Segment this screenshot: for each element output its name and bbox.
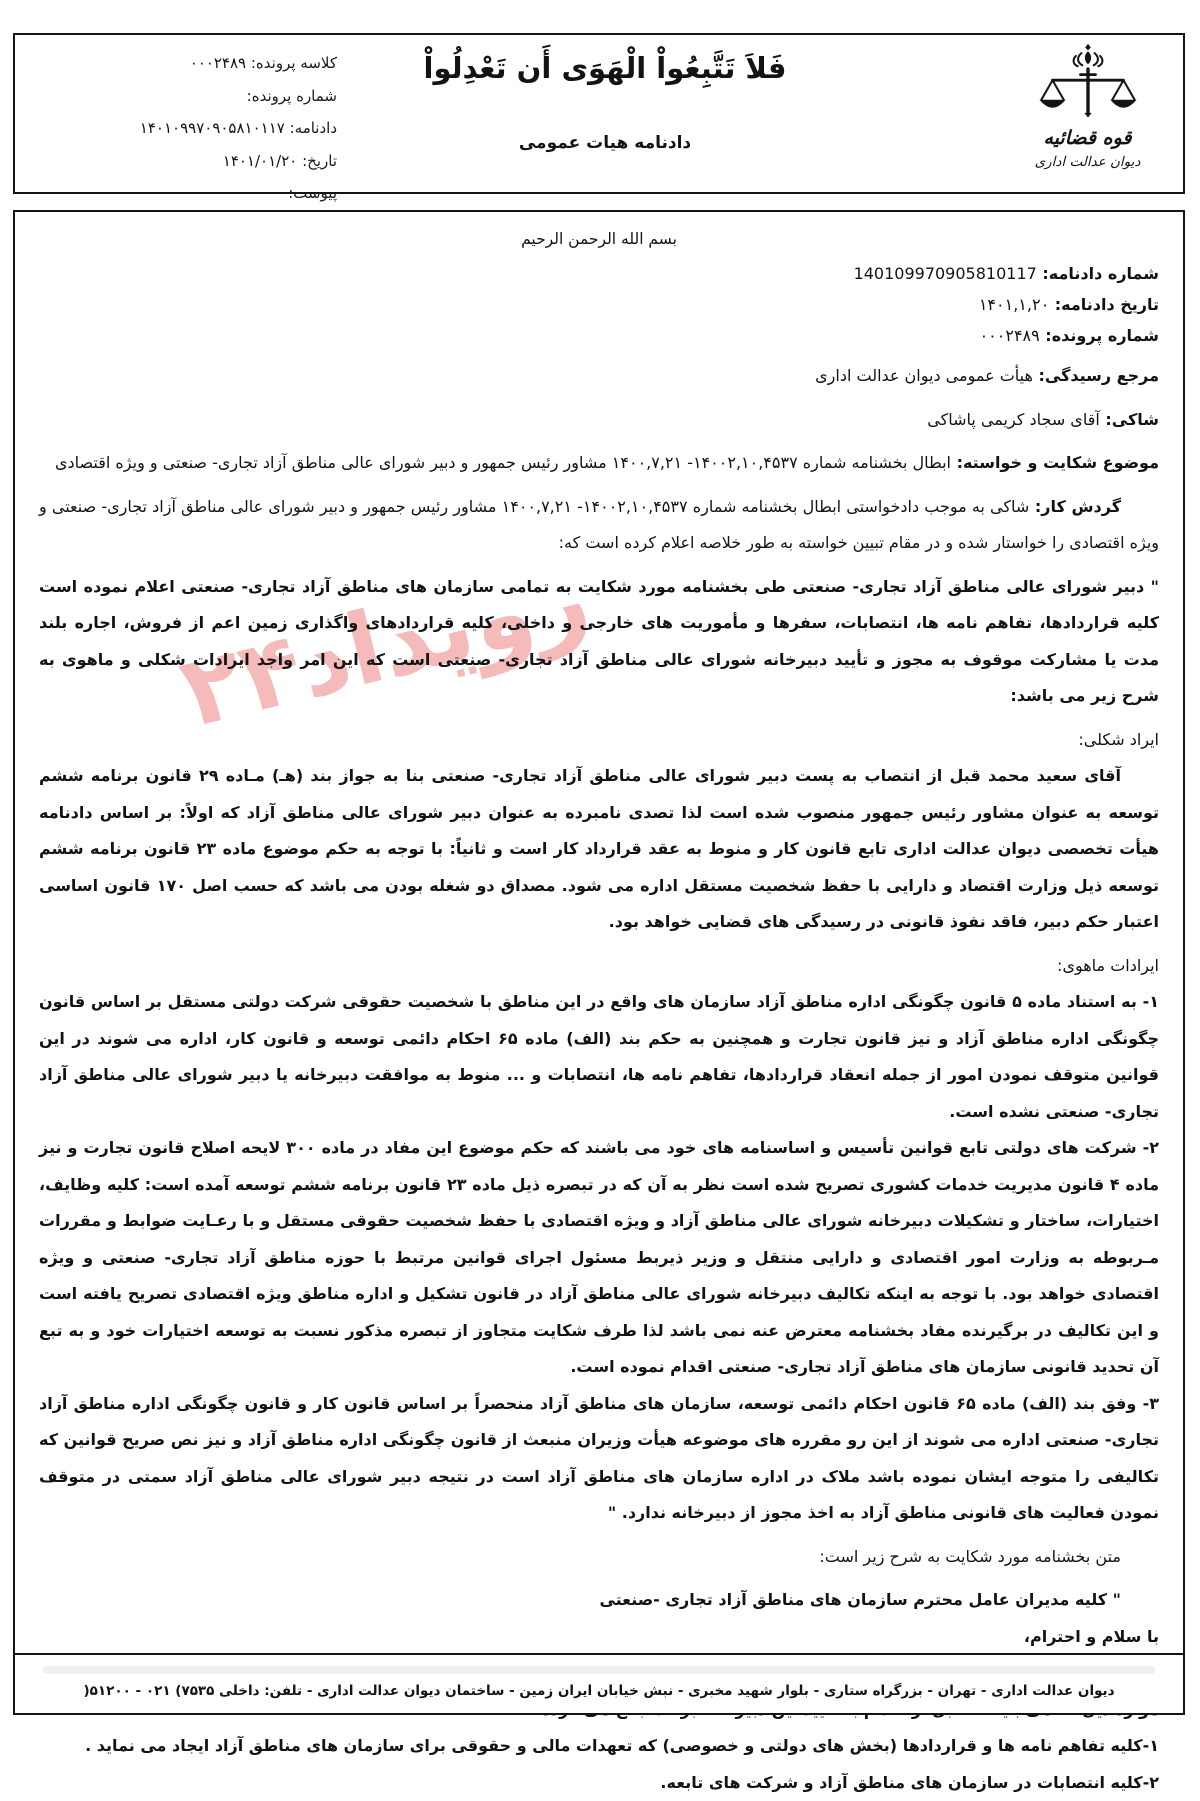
- body-paragraph: ۱-کلیه تفاهم نامه ها و قراردادها (بخش های دولتی و خصوصی) که تعهدات مالی و حقوقی برای سازمان های مناطق آزاد ایجاد می نماید .: [39, 1728, 1159, 1765]
- meta-label: شماره پرونده:: [1040, 326, 1159, 345]
- body-paragraphs: [39, 358, 1159, 1801]
- meta-value: ۰۰۰۲۴۸۹: [980, 326, 1040, 345]
- case-info-line: [35, 177, 337, 210]
- meta-lines: [39, 258, 1159, 351]
- footer: [13, 1655, 1185, 1715]
- case-info-value: ۱۴۰۱۰۹۹۷۰۹۰۵۸۱۰۱۱۷: [140, 119, 285, 137]
- body-paragraph: ۳- وفق بند (الف) ماده ۶۵ قانون احکام دائمی توسعه، سازمان های مناطق آزاد منحصراً بر اساس قانون کار و قانون چگونگی اداره مناطق آزاد تجاری- صنعتی اداره می شوند از این رو مقرره های موضوعه هیأت وزیران منبعث از قانون چگونگی اداره مناطق آزاد و نیز نص صریح قوانین که تکالیفی را متوجه ایشان نموده باشد ملاک در اداره سازمان های مناطق آزاد است در نتیجه دبیر شورای عالی مناطق آزاد سمتی در متوقف نمودن فعالیت های قانونی مناطق آزاد به اخذ مجوز از دبیرخانه ندارد. ": [39, 1386, 1159, 1532]
- body-paragraph: " دبیر شورای عالی مناطق آزاد تجاری- صنعتی طی بخشنامه مورد شکایت به تمامی سازمان های مناطق آزاد تجاری- صنعتی اعلام نموده است کلیه قراردادها، تفاهم نامه ها، انتصابات، سفرها و مأموریت های خارجی و داخلی، کلیه قراردادهای واگذاری زمین اعم از فروش، اجاره بلند مدت یا مشارکت موقوف به مجوز و تأیید دبیرخانه شورای عالی مناطق آزاد تجاری- صنعتی است که این امر واجد ایرادات شکلی و ماهوی به شرح زیر می باشد:: [39, 569, 1159, 715]
- quran-verse: فَلاَ تَتَّبِعُواْ الْهَوَى أَن تَعْدِلُواْ: [335, 51, 875, 85]
- body-paragraph: موضوع شکایت و خواسته: ابطال بخشنامه شماره ۱۴۰۰۲,۱۰,۴۵۳۷- ۱۴۰۰,۷,۲۱ مشاور رئیس جمهور و دبیر شورای عالی مناطق آزاد تجاری- صنعتی و ویژه اقتصادی: [39, 445, 1159, 482]
- body-paragraph: مرجع رسیدگی: هیأت عمومی دیوان عدالت اداری: [39, 358, 1159, 395]
- body-paragraph: ۱- به استناد ماده ۵ قانون چگونگی اداره مناطق آزاد سازمان های واقع در این مناطق با شخصیت حقوقی شرکت دولتی مستقل بر اساس قانون چگونگی اداره مناطق آزاد و نیز قانون تجارت و همچنین به حکم بند (الف) ماده ۶۵ احکام دائمی توسعه و قانون کار، اداره می شوند در این قوانین متوقف نمودن امور از جمله انعقاد قراردادها، تفاهم نامه ها، انتصابات و ... منوط به موافقت دبیرخانه یا دبیر شورای عالی مناطق آزاد تجاری- صنعتی نشده است.: [39, 984, 1159, 1130]
- case-info-value: ۰۰۰۲۴۸۹: [190, 54, 246, 72]
- header-box: [13, 33, 1185, 194]
- case-info-label: تاریخ:: [297, 152, 337, 170]
- body-paragraph: " کلیه مدیران عامل محترم سازمان های مناطق آزاد تجاری -صنعتی: [39, 1582, 1159, 1619]
- field-label: گردش کار:: [1029, 497, 1121, 516]
- body-paragraph: گردش کار: شاکی به موجب دادخواستی ابطال بخشنامه شماره ۱۴۰۰۲,۱۰,۴۵۳۷- ۱۴۰۰,۷,۲۱ مشاور رئیس جمهور و دبیر شورای عالی مناطق آزاد تجاری- صنعتی و ویژه اقتصادی را خواستار شده و در مقام تبیین خواسته به طور خلاصه اعلام کرده است که:: [39, 489, 1159, 562]
- document-type-title: دادنامه هیات عمومی: [335, 133, 875, 153]
- meta-label: تاریخ دادنامه:: [1049, 295, 1159, 314]
- meta-line: [39, 320, 1159, 351]
- judiciary-logo: [1000, 41, 1175, 170]
- body-paragraph: ایرادات ماهوی:: [39, 948, 1159, 985]
- body-paragraph: ایراد شکلی:: [39, 722, 1159, 759]
- iran-emblem-icon: [1073, 44, 1102, 66]
- meta-line: [39, 289, 1159, 320]
- logo-suborg-name: دیوان عدالت اداری: [1000, 154, 1175, 170]
- body-paragraph: متن بخشنامه مورد شکایت به شرح زیر است:: [39, 1539, 1159, 1576]
- bismillah: بسم الله الرحمن الرحیم: [39, 230, 1159, 248]
- field-label: شاکی:: [1100, 410, 1159, 429]
- body-paragraph: با سلام و احترام،: [39, 1619, 1159, 1656]
- footer-divider: [43, 1666, 1155, 1674]
- case-info: [35, 47, 337, 210]
- field-label: موضوع شکایت و خواسته:: [951, 453, 1159, 472]
- field-label: مرجع رسیدگی:: [1033, 366, 1159, 385]
- case-info-line: [35, 145, 337, 178]
- case-info-line: [35, 80, 337, 113]
- meta-value: ۱۴۰۱,۱,۲۰: [979, 295, 1049, 314]
- body-paragraph: شاکی: آقای سجاد کریمی پاشاکی: [39, 402, 1159, 439]
- meta-line: [39, 258, 1159, 289]
- body-paragraph: آقای سعید محمد قبل از انتصاب به پست دبیر شورای عالی مناطق آزاد تجاری- صنعتی بنا به جواز بند (هـ) مـاده ۲۹ قانون برنامه ششم توسعه به عنوان مشاور رئیس جمهور منصوب شده است لذا تصدی نامبرده به عنوان دبیر شورای عالی مناطق آزاد که اولاً: بر اساس دادنامه هیأت تخصصی دیوان عدالت اداری تابع قانون کار و منوط به عقد قرارداد کار است و ثانیاً: با توجه به حکم موضوع ماده ۲۳ قانون برنامه ششم توسعه ذیل وزارت اقتصاد و دارایی با حفظ شخصیت مستقل اداره می شود. مصداق دو شغله بودن می باشد که حسب اصل ۱۷۰ قانون اساسی اعتبار حکم دبیر، فاقد نفوذ قانونی در رسیدگی های قضایی خواهد بود.: [39, 758, 1159, 941]
- body-paragraph: ۲-کلیه انتصابات در سازمان های مناطق آزاد و شرکت های تابعه.: [39, 1765, 1159, 1801]
- meta-label: شماره دادنامه:: [1037, 264, 1159, 283]
- body-paragraph: ۲- شرکت های دولتی تابع قوانین تأسیس و اساسنامه های خود می باشند که حکم موضوع این مفاد در ماده ۳۰۰ لایحه اصلاح قانون تجارت و نیز ماده ۴ قانون مدیریت خدمات کشوری تصریح شده است نظر به آن که در تبصره ذیل ماده ۲۳ قانون برنامه ششم توسعه آمده است: کلیه وظایف، اختیارات، ساختار و تشکیلات دبیرخانه شورای عالی مناطق آزاد و ویژه اقتصادی با حفظ شخصیت حقوقی مستقل و با رعـایت ضوابط و مقررات مـربوطه به وزارت امور اقتصادی و دارایی منتقل و وزیر ذیربط مسئول اجرای قوانین مرتبط با حوزه مناطق آزاد تجاری- صنعتی و ویژه اقتصادی خواهد بود. با توجه به اینکه تکالیف دبیرخانه شورای عالی مناطق آزاد در قانون تشکیل و اداره مناطق ویژه اقتصادی تصریح یافته است و این تکالیف در برگیرنده مفاد بخشنامه معترض عنه نمی باشد لذا طرف شکایت متجاوز از تبصره مذکور نسبت به توسعه اختیارات خود و به تبع آن تحدید قانونی سازمان های مناطق آزاد تجاری- صنعتی اقدام نموده است.: [39, 1130, 1159, 1386]
- logo-org-name: قوه قضائیه: [1000, 127, 1175, 149]
- case-info-value: ۱۴۰۱/۰۱/۲۰: [223, 152, 298, 170]
- meta-value: 140109970905810117: [854, 264, 1037, 283]
- verdict-body-box: [13, 210, 1185, 1655]
- case-info-label: شماره پرونده:: [247, 87, 337, 105]
- case-info-label: دادنامه:: [285, 119, 337, 137]
- watermark: رویداد۲۴: [75, 516, 694, 774]
- case-info-label: پیوست:: [288, 184, 337, 202]
- case-info-label: كلاسه پرونده:: [246, 54, 337, 72]
- case-info-line: [35, 112, 337, 145]
- case-info-line: [35, 47, 337, 80]
- footer-address: دیوان عدالت اداری - تهران - بزرگراه ستاری - بلوار شهید مخبری - نبش خیابان ایران زمین - ساختمان دیوان عدالت اداری - تلفن: داخلی ۷۵۳۵) ۰۲۱ - ۵۱۲۰۰(: [15, 1683, 1183, 1699]
